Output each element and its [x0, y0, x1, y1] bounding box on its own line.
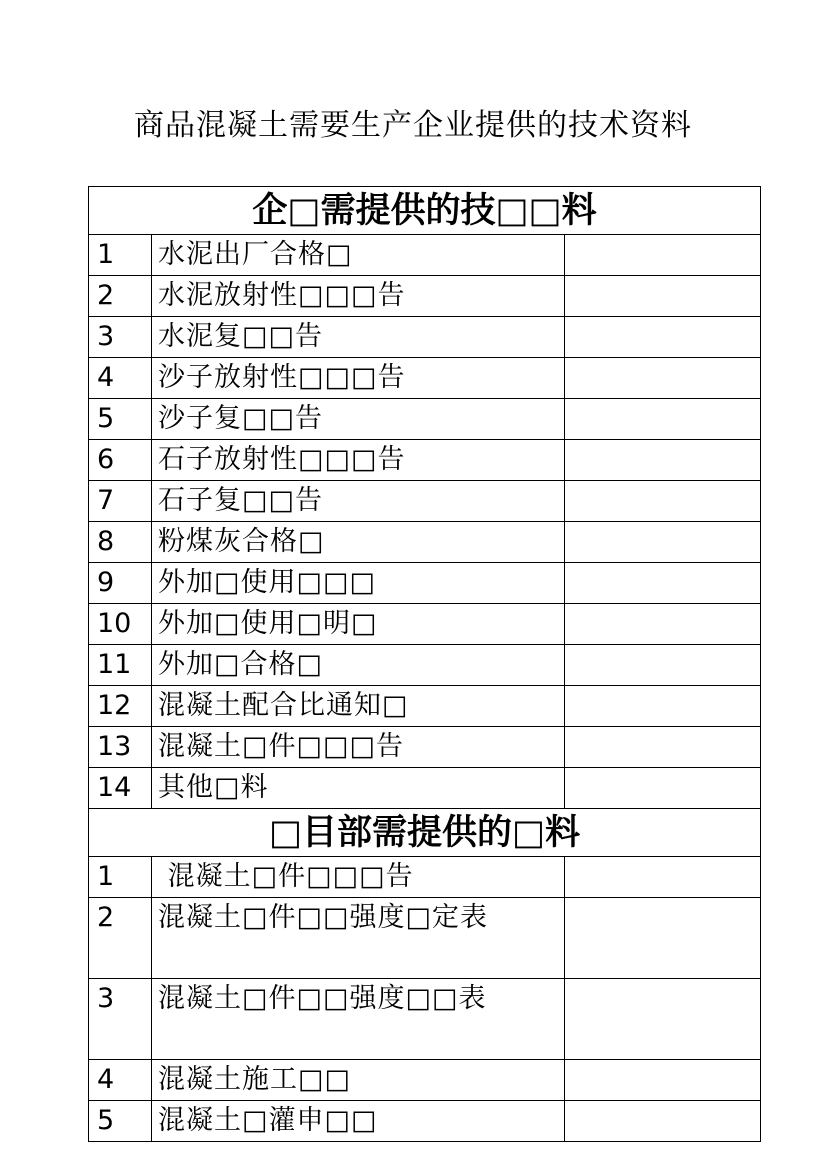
- section-heading: □目部需提供的□料: [89, 809, 761, 857]
- row-item: 沙子放射性□□□告: [152, 358, 565, 399]
- row-item: 混凝土□件□□强度□定表: [152, 898, 565, 979]
- table-row: [89, 481, 761, 522]
- row-item: 石子复□□告: [152, 481, 565, 522]
- row-note: [565, 857, 761, 898]
- table-row: [89, 276, 761, 317]
- row-number: 5: [89, 399, 152, 440]
- row-note: [565, 645, 761, 686]
- row-number: 11: [89, 645, 152, 686]
- row-number: 10: [89, 604, 152, 645]
- row-number: 13: [89, 727, 152, 768]
- row-note: [565, 522, 761, 563]
- row-number: 7: [89, 481, 152, 522]
- row-note: [565, 276, 761, 317]
- row-item: 粉煤灰合格□: [152, 522, 565, 563]
- row-item: 混凝土配合比通知□: [152, 686, 565, 727]
- section-heading: 企□需提供的技□□料: [89, 187, 761, 235]
- row-note: [565, 399, 761, 440]
- section-header-enterprise: [89, 187, 761, 235]
- row-item: 混凝土□件□□强度□□表: [152, 979, 565, 1060]
- row-note: [565, 686, 761, 727]
- table-row: [89, 440, 761, 481]
- table-row: [89, 857, 761, 898]
- row-number: 8: [89, 522, 152, 563]
- requirements-table: [88, 186, 761, 1142]
- table-row: [89, 358, 761, 399]
- row-note: [565, 898, 761, 979]
- row-item: 混凝土施工□□: [152, 1060, 565, 1101]
- row-item: 水泥复□□告: [152, 317, 565, 358]
- row-item: 外加□使用□□□: [152, 563, 565, 604]
- row-number: 3: [89, 979, 152, 1060]
- row-note: [565, 979, 761, 1060]
- table-row: [89, 235, 761, 276]
- section-header-project: [89, 809, 761, 857]
- row-note: [565, 235, 761, 276]
- row-item: 水泥出厂合格□: [152, 235, 565, 276]
- row-number: 4: [89, 1060, 152, 1101]
- table-row: [89, 1101, 761, 1142]
- row-number: 5: [89, 1101, 152, 1142]
- row-item: 沙子复□□告: [152, 399, 565, 440]
- table-row: [89, 604, 761, 645]
- row-item: 其他□料: [152, 768, 565, 809]
- row-number: 9: [89, 563, 152, 604]
- row-note: [565, 1060, 761, 1101]
- row-number: 1: [89, 235, 152, 276]
- table-row: [89, 979, 761, 1060]
- row-note: [565, 317, 761, 358]
- row-item: 混凝土□件□□□告: [152, 727, 565, 768]
- row-note: [565, 563, 761, 604]
- row-number: 14: [89, 768, 152, 809]
- table-row: [89, 563, 761, 604]
- row-item: 外加□合格□: [152, 645, 565, 686]
- row-number: 2: [89, 276, 152, 317]
- row-number: 4: [89, 358, 152, 399]
- table-row: [89, 399, 761, 440]
- table-row: [89, 522, 761, 563]
- row-number: 12: [89, 686, 152, 727]
- row-note: [565, 727, 761, 768]
- table-row: [89, 317, 761, 358]
- table-row: [89, 645, 761, 686]
- table-row: [89, 768, 761, 809]
- row-note: [565, 768, 761, 809]
- row-number: 6: [89, 440, 152, 481]
- table-row: [89, 686, 761, 727]
- document-title: 商品混凝土需要生产企业提供的技术资料: [134, 108, 692, 143]
- row-item: 石子放射性□□□告: [152, 440, 565, 481]
- table-row: [89, 1060, 761, 1101]
- row-number: 3: [89, 317, 152, 358]
- row-number: 1: [89, 857, 152, 898]
- row-note: [565, 358, 761, 399]
- row-note: [565, 1101, 761, 1142]
- row-note: [565, 440, 761, 481]
- row-note: [565, 481, 761, 522]
- table-row: [89, 898, 761, 979]
- row-note: [565, 604, 761, 645]
- row-number: 2: [89, 898, 152, 979]
- table-row: [89, 727, 761, 768]
- row-item: 水泥放射性□□□告: [152, 276, 565, 317]
- row-item: 外加□使用□明□: [152, 604, 565, 645]
- row-item: 混凝土□件□□□告: [152, 857, 565, 898]
- row-item: 混凝土□灌申□□: [152, 1101, 565, 1142]
